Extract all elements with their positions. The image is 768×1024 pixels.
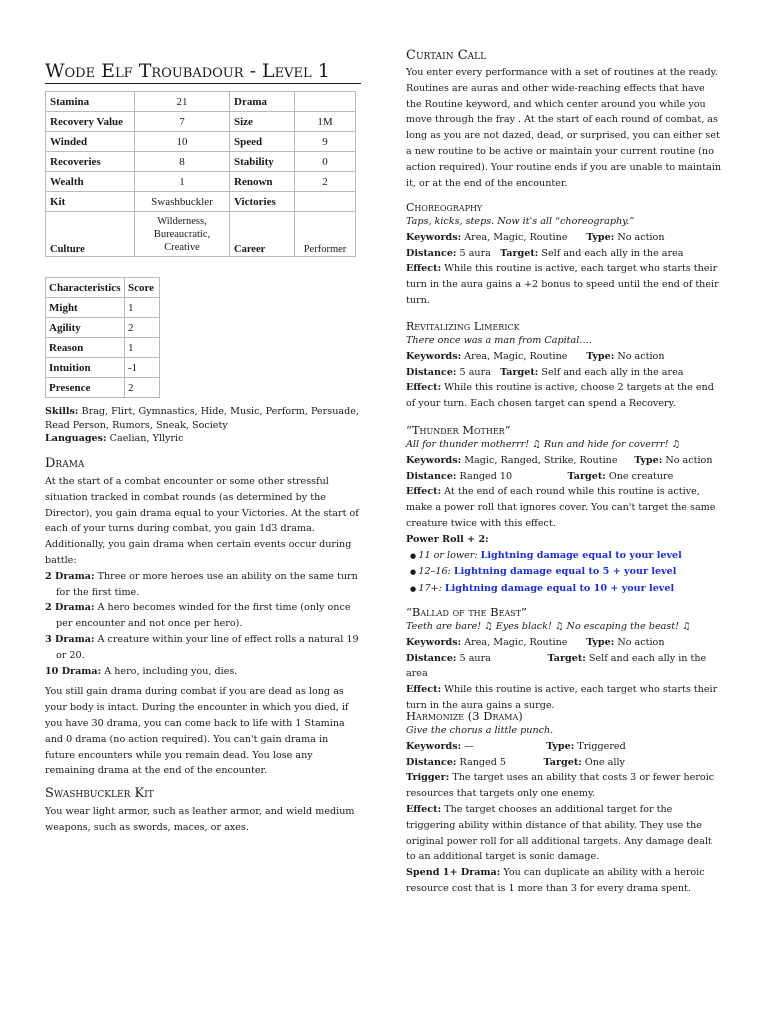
stats-table xyxy=(45,91,356,257)
harmonize-effect: Effect: The target chooses an additional target for the triggering ability within distance of that ability. They use the original power roll for all additional targets. Any damage dealt to an additional target is sonic damage. xyxy=(406,803,712,863)
stat-label: Size xyxy=(230,112,295,132)
harmonize-trigger: Trigger: The target uses an ability that costs 3 or fewer heroic resources that targets only one enemy. xyxy=(406,772,715,800)
thunder-distance-row: Distance: Ranged 10 Target: One creature xyxy=(406,470,674,482)
characteristic-score: 1 xyxy=(125,338,160,358)
drama-heading: Drama xyxy=(45,456,85,471)
languages-line xyxy=(45,432,361,446)
characteristics-header: Score xyxy=(125,278,160,298)
harmonize-ability xyxy=(406,709,722,897)
characteristic-name: Presence xyxy=(46,378,125,398)
limerick-keywords-row: Keywords: Area, Magic, Routine Type: No action xyxy=(406,350,665,362)
tier-result: Lightning damage equal to 10 + your level xyxy=(444,583,675,595)
culture-value: Wilderness, Bureaucratic, Creative xyxy=(135,212,230,257)
stat-value: 21 xyxy=(135,92,230,112)
tier-result: Lightning damage equal to 5 + your level xyxy=(453,566,677,578)
characteristic-name: Intuition xyxy=(46,358,125,378)
power-roll-tier xyxy=(406,564,722,581)
tier-roll: 11 or lower: xyxy=(418,549,478,561)
thunder-flavor: All for thunder motherrr! ♫ Run and hide for coverrr! ♫ xyxy=(406,439,681,450)
right-column xyxy=(406,0,722,1024)
stat-label: Recoveries xyxy=(46,152,135,172)
characteristic-name: Agility xyxy=(46,318,125,338)
career-label: Career xyxy=(230,212,295,257)
culture-label: Culture xyxy=(46,212,135,257)
stat-value xyxy=(295,92,356,112)
thunder-power-roll: Power Roll + 2: xyxy=(406,533,489,545)
stat-value: 7 xyxy=(135,112,230,132)
ballad-flavor: Teeth are bare! ♫ Eyes black! ♫ No escaping the beast! ♫ xyxy=(406,621,691,632)
characteristic-score: 2 xyxy=(125,378,160,398)
characteristic-row xyxy=(46,358,160,378)
characteristic-row xyxy=(46,378,160,398)
drama-item xyxy=(45,569,361,601)
characteristic-name: Might xyxy=(46,298,125,318)
stats-row xyxy=(46,192,356,212)
tier-roll: 17+: xyxy=(418,583,442,595)
page-title: Wode Elf Troubadour - Level 1 xyxy=(45,60,361,84)
characteristics-header-row xyxy=(46,278,160,298)
drama-item-amount: 3 Drama: xyxy=(45,633,95,645)
limerick-effect: Effect: While this routine is active, choose 2 targets at the end of your turn. Each chosen target can spend a Recovery. xyxy=(406,382,714,410)
stat-label: Winded xyxy=(46,132,135,152)
skills-value: Brag, Flirt, Gymnastics, Hide, Music, Perform, Persuade, Read Person, Rumors, Sneak, Society xyxy=(45,406,359,431)
characteristic-score: -1 xyxy=(125,358,160,378)
stat-value: Swashbuckler xyxy=(135,192,230,212)
choreography-flavor: Taps, kicks, steps. Now it's all “choreography.” xyxy=(406,216,635,227)
stat-value: 9 xyxy=(295,132,356,152)
characteristic-row xyxy=(46,338,160,358)
thunder-keywords-row: Keywords: Magic, Ranged, Strike, Routine Type: No action xyxy=(406,454,713,466)
drama-intro: At the start of a combat encounter or some other stressful situation tracked in combat rounds (as determined by the Director), you gain drama equal to your Victories. At the start of each of your turns during combat, you gain 1d3 drama. Additionally, you gain drama when certain events occur during battle: xyxy=(45,476,359,566)
drama-item xyxy=(45,600,361,632)
skills-label: Skills: xyxy=(45,406,79,417)
stat-label: Drama xyxy=(230,92,295,112)
power-roll-tier xyxy=(406,581,722,598)
languages-value: Caelian, Yllyric xyxy=(109,433,184,444)
harmonize-flavor: Give the chorus a little punch. xyxy=(406,725,554,736)
stats-row xyxy=(46,92,356,112)
harmonize-keywords-row: Keywords: — Type: Triggered xyxy=(406,740,626,752)
choreography-heading: Choreography xyxy=(406,201,483,214)
choreography-keywords-row: Keywords: Area, Magic, Routine Type: No action xyxy=(406,231,665,243)
characteristic-row xyxy=(46,318,160,338)
bullet-icon: ● xyxy=(410,568,419,577)
drama-item-text: A hero becomes winded for the first time (only once per encounter and not once per hero). xyxy=(56,602,351,630)
drama-item-text: A hero, including you, dies. xyxy=(104,665,238,677)
stat-label: Stamina xyxy=(46,92,135,112)
drama-after: You still gain drama during combat if you are dead as long as your body is intact. During the encounter in which you died, if you have 30 drama, you can come back to life with 1 Stamina and 0 drama (no action required). You can't gain drama in future encounters while you remain dead. You lose any remaining drama at the end of the encounter. xyxy=(45,686,349,777)
thunder-heading: “Thunder Mother” xyxy=(406,423,511,437)
drama-items xyxy=(45,569,361,680)
stats-row xyxy=(46,152,356,172)
thunder-tiers xyxy=(406,548,722,598)
drama-item-amount: 2 Drama: xyxy=(45,602,95,614)
ballad-keywords-row: Keywords: Area, Magic, Routine Type: No action xyxy=(406,636,665,648)
stat-label: Recovery Value xyxy=(46,112,135,132)
stat-value: 2 xyxy=(295,172,356,192)
drama-item-text: A creature within your line of effect rolls a natural 19 or 20. xyxy=(56,633,359,661)
left-column xyxy=(45,0,361,1024)
stats-row xyxy=(46,112,356,132)
stat-value: 1M xyxy=(295,112,356,132)
harmonize-heading: Harmonize (3 Drama) xyxy=(406,709,523,723)
drama-item-text: Three or more heroes use an ability on the same turn for the first time. xyxy=(56,570,358,598)
stat-label: Victories xyxy=(230,192,295,212)
stat-label: Stability xyxy=(230,152,295,172)
thunder-effect: Effect: At the end of each round while this routine is active, make a power roll that ignores cover. You can't target the same creature twice with this effect. xyxy=(406,486,716,529)
kit-text: You wear light armor, such as leather armor, and wield medium weapons, such as swords, maces, or axes. xyxy=(45,806,355,833)
drama-item-amount: 10 Drama: xyxy=(45,665,102,677)
harmonize-distance-row: Distance: Ranged 5 Target: One ally xyxy=(406,756,625,768)
skills-line xyxy=(45,405,361,432)
stat-value xyxy=(295,192,356,212)
skills-block xyxy=(45,405,361,446)
curtain-call-heading: Curtain Call xyxy=(406,48,487,63)
stat-label: Speed xyxy=(230,132,295,152)
characteristic-score: 2 xyxy=(125,318,160,338)
ballad-distance-row: Distance: 5 aura Target: Self and each ally in the area xyxy=(406,652,707,680)
thunder-mother-ability xyxy=(406,423,722,598)
limerick-heading: Revitalizing Limerick xyxy=(406,320,520,333)
harmonize-spend: Spend 1+ Drama: You can duplicate an ability with a heroic resource cost that is 1 more than 3 for every drama spent. xyxy=(406,867,705,894)
stat-value: 0 xyxy=(295,152,356,172)
limerick-distance-row: Distance: 5 aura Target: Self and each ally in the area xyxy=(406,366,684,378)
stat-label: Renown xyxy=(230,172,295,192)
choreography-effect: Effect: While this routine is active, each target who starts their turn in the aura gains a +2 bonus to speed until the end of their turn. xyxy=(406,263,719,306)
drama-section xyxy=(45,456,361,779)
choreography-distance-row: Distance: 5 aura Target: Self and each ally in the area xyxy=(406,247,684,259)
curtain-call-section xyxy=(406,48,722,191)
drama-item xyxy=(45,632,361,664)
drama-item-amount: 2 Drama: xyxy=(45,570,95,582)
curtain-call-text: You enter every performance with a set of routines at the ready. Routines are auras and other wide-reaching effects that have the Routine keyword, and which center around you while you move through the fray . At the start of each round of combat, as long as you are not dazed, dead, or surprised, you can either set a new routine to be active or maintain your current routine (no action required). Your routine ends if you are unable to maintain it, or at the end of the encounter. xyxy=(406,67,722,189)
career-value: Performer xyxy=(295,212,356,257)
tier-roll: 12–16: xyxy=(418,566,451,578)
stat-value: 8 xyxy=(135,152,230,172)
kit-section xyxy=(45,786,361,836)
characteristics-header: Characteristics xyxy=(46,278,125,298)
languages-label: Languages: xyxy=(45,433,107,444)
characteristic-name: Reason xyxy=(46,338,125,358)
stat-label: Wealth xyxy=(46,172,135,192)
stat-value: 1 xyxy=(135,172,230,192)
power-roll-tier xyxy=(406,548,722,565)
characteristic-score: 1 xyxy=(125,298,160,318)
kit-heading: Swashbuckler Kit xyxy=(45,786,154,801)
bullet-icon: ● xyxy=(410,585,419,594)
tier-result: Lightning damage equal to your level xyxy=(480,549,682,561)
ballad-effect: Effect: While this routine is active, each target who starts their turn in the aura gains a surge. xyxy=(406,684,718,711)
drama-item xyxy=(45,664,361,680)
stats-row xyxy=(46,132,356,152)
bullet-icon: ● xyxy=(410,551,419,560)
characteristics-table xyxy=(45,277,160,398)
characteristic-row xyxy=(46,298,160,318)
ballad-heading: “Ballad of the Beast” xyxy=(406,605,527,619)
stats-row xyxy=(46,172,356,192)
ballad-ability xyxy=(406,605,722,714)
limerick-flavor: There once was a man from Capital…. xyxy=(406,335,592,346)
stat-label: Kit xyxy=(46,192,135,212)
culture-row xyxy=(46,212,356,257)
stat-value: 10 xyxy=(135,132,230,152)
limerick-ability xyxy=(406,320,722,412)
choreography-ability xyxy=(406,201,722,309)
